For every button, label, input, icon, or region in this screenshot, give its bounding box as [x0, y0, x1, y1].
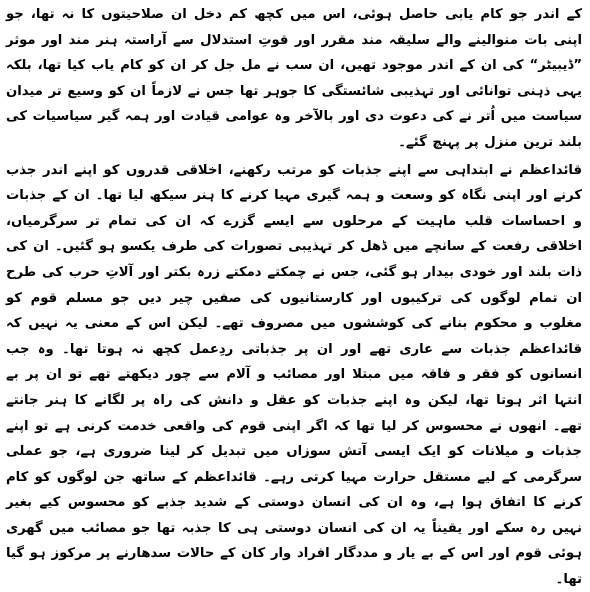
article-paragraph-2: قائداعظم نے ابتداہی سے اپنے جذبات کو مرتب رکھنے، اخلاقی قدروں کو اپنے اندر جذب کرنے اور اپنی نگاہ کو وسعت و ہمہ گیری مہیا کرنے کا ہنر سیکھ لیا تھا۔ ان کے جذبات و احساسات قلب ماہیت کے مرحلوں سے ایسے گزرے کہ ان کی تمام تر سرگرمیاں، اخلاقی رفعت کے سانچے میں ڈھل کر تہذیبی تصورات کی طرف یکسو ہو گئیں۔ ان کی ذات بلند اور خودی بیدار ہو گئی، جس نے چمکتے دمکتے زرہ بکتر اور آلاتِ حرب کی طرح ان تمام لوگوں کی ترکیبوں اور کارستانیوں کی صفیں چیر دیں جو مسلم قوم کو مغلوب و محکوم بنانے کی کوششوں میں مصروف تھے۔ لیکن اس کے معنی یہ نہیں کہ قائداعظم جذبات سے عاری تھے اور ان پر جذباتی ردِعمل کچھ نہ ہوتا تھا۔ وہ جب انسانوں کو فقر و فاقہ میں مبتلا اور مصائب و آلام سے چور دیکھتے تھے تو ان پر بے انتہا اثر ہوتا تھا، لیکن وہ اپنے جذبات کو عقل و دانش کی راہ پر لگانے کا ہنر جانتے تھے۔ انھوں نے محسوس کر لیا تھا کہ اگر اپنی قوم کی واقعی خدمت کرنی ہے تو اپنے جذبات و میلانات کو ایک ایسی آتش سوزاں میں تبدیل کر لینا ضروری ہے، جو عملی سرگرمی کے لیے مستقل حرارت مہیا کرتی رہے۔ قائداعظم کے ساتھ جن لوگوں کو کام کرنے کا اتفاق ہوا ہے، وہ ان کی انسان دوستی کے شدید جذبے کو محسوس کیے بغیر نہیں رہ سکے اور یقیناً یہ ان کی انسان دوستی ہی کا جذبہ تھا جو مصائب میں گھری ہوئی قوم اور اس کے بے یار و مددگار افراد وار کان کے حالات سدھارنے پر مرکوز ہو گیا تھا۔ — [6, 162, 582, 588]
article-paragraph-1: کے اندر جو کام یابی حاصل ہوئی، اس میں کچھ کم دخل ان صلاحیتوں کا نہ تھا، جو اپنی بات منوالینے والے سلیقہ مند مقرر اور قوتِ استدلال سے آراستہ ہنر مند اور موثر ”ڈیبیٹر“ کی ان کے اندر موجود تھیں، ان سب نے مل جل کر ان کو کام یاب کیا تھا، بلکہ یہی ذہنی توانائی اور تہذیبی شائستگی کا جوہر تھا جس نے لازماً ان کو وسیع تر میدان سیاست میں اُتر نے کی دعوت دی اور بالآخر وہ عوامی قیادت اور ہمہ گیر سیاسیات کی بلند ترین منزل پر پہنچ گئے۔ — [6, 7, 582, 150]
